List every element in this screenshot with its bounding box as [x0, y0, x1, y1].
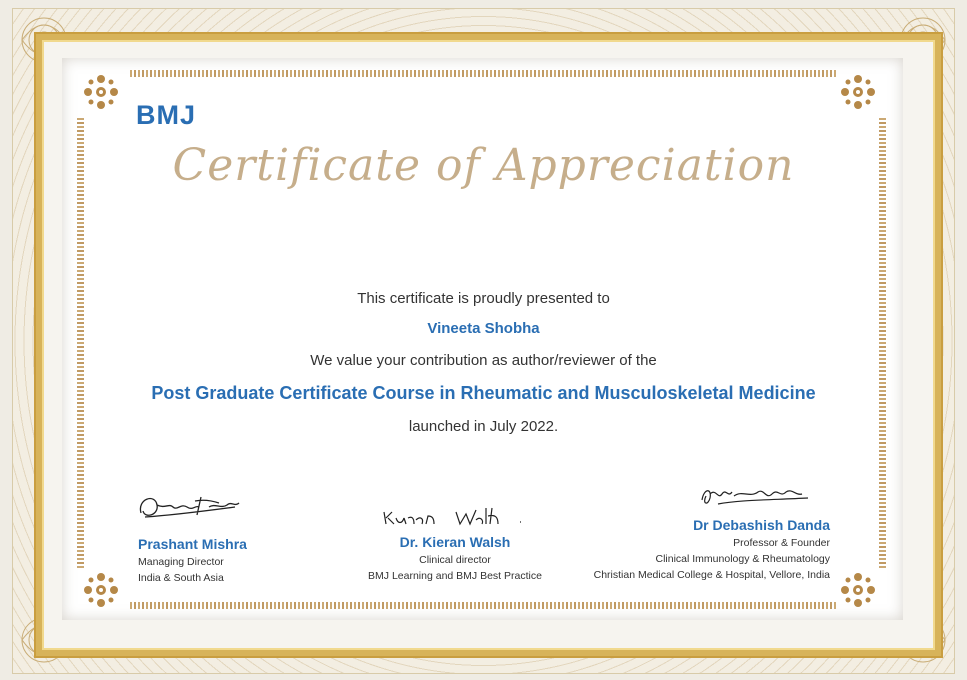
recipient-name: Vineeta Shobha	[427, 320, 540, 337]
signatory-role: Professor & Founder	[733, 537, 830, 549]
signatory-org: BMJ Learning and BMJ Best Practice	[368, 570, 542, 582]
decorative-border-bottom	[130, 602, 836, 609]
signature-prashant-mishra	[135, 485, 245, 525]
signatory-org: India & South Asia	[138, 572, 224, 584]
signatory-block	[360, 532, 550, 584]
signatory-block	[560, 515, 830, 583]
signature-kieran-walsh	[380, 502, 530, 532]
launch-line: launched in July 2022.	[408, 418, 559, 435]
corner-ornament-icon	[838, 570, 878, 610]
signature-debashish-danda	[698, 478, 818, 510]
decorative-border-top	[130, 70, 836, 77]
signatory-name: Dr. Kieran Walsh	[399, 534, 511, 550]
contribution-line: We value your contribution as author/reviewer of the	[310, 352, 657, 369]
signatory-dept: Clinical Immunology & Rheumatology	[655, 553, 830, 565]
signatory-org: Christian Medical College & Hospital, Vellore, India	[593, 569, 830, 581]
signatory-name: Prashant Mishra	[138, 536, 247, 552]
bmj-logo: BMJ	[136, 100, 197, 130]
signatory-role: Clinical director	[419, 554, 491, 566]
corner-ornament-icon	[838, 72, 878, 112]
signatory-block	[138, 534, 247, 586]
signatory-name: Dr Debashish Danda	[693, 517, 830, 533]
course-title: Post Graduate Certificate Course in Rheumatic and Musculoskeletal Medicine	[151, 383, 816, 403]
presented-line: This certificate is proudly presented to	[357, 290, 610, 307]
corner-ornament-icon	[81, 72, 121, 112]
certificate-title: Certificate of Appreciation	[172, 140, 795, 191]
corner-ornament-icon	[81, 570, 121, 610]
signatory-role: Managing Director	[138, 556, 224, 568]
